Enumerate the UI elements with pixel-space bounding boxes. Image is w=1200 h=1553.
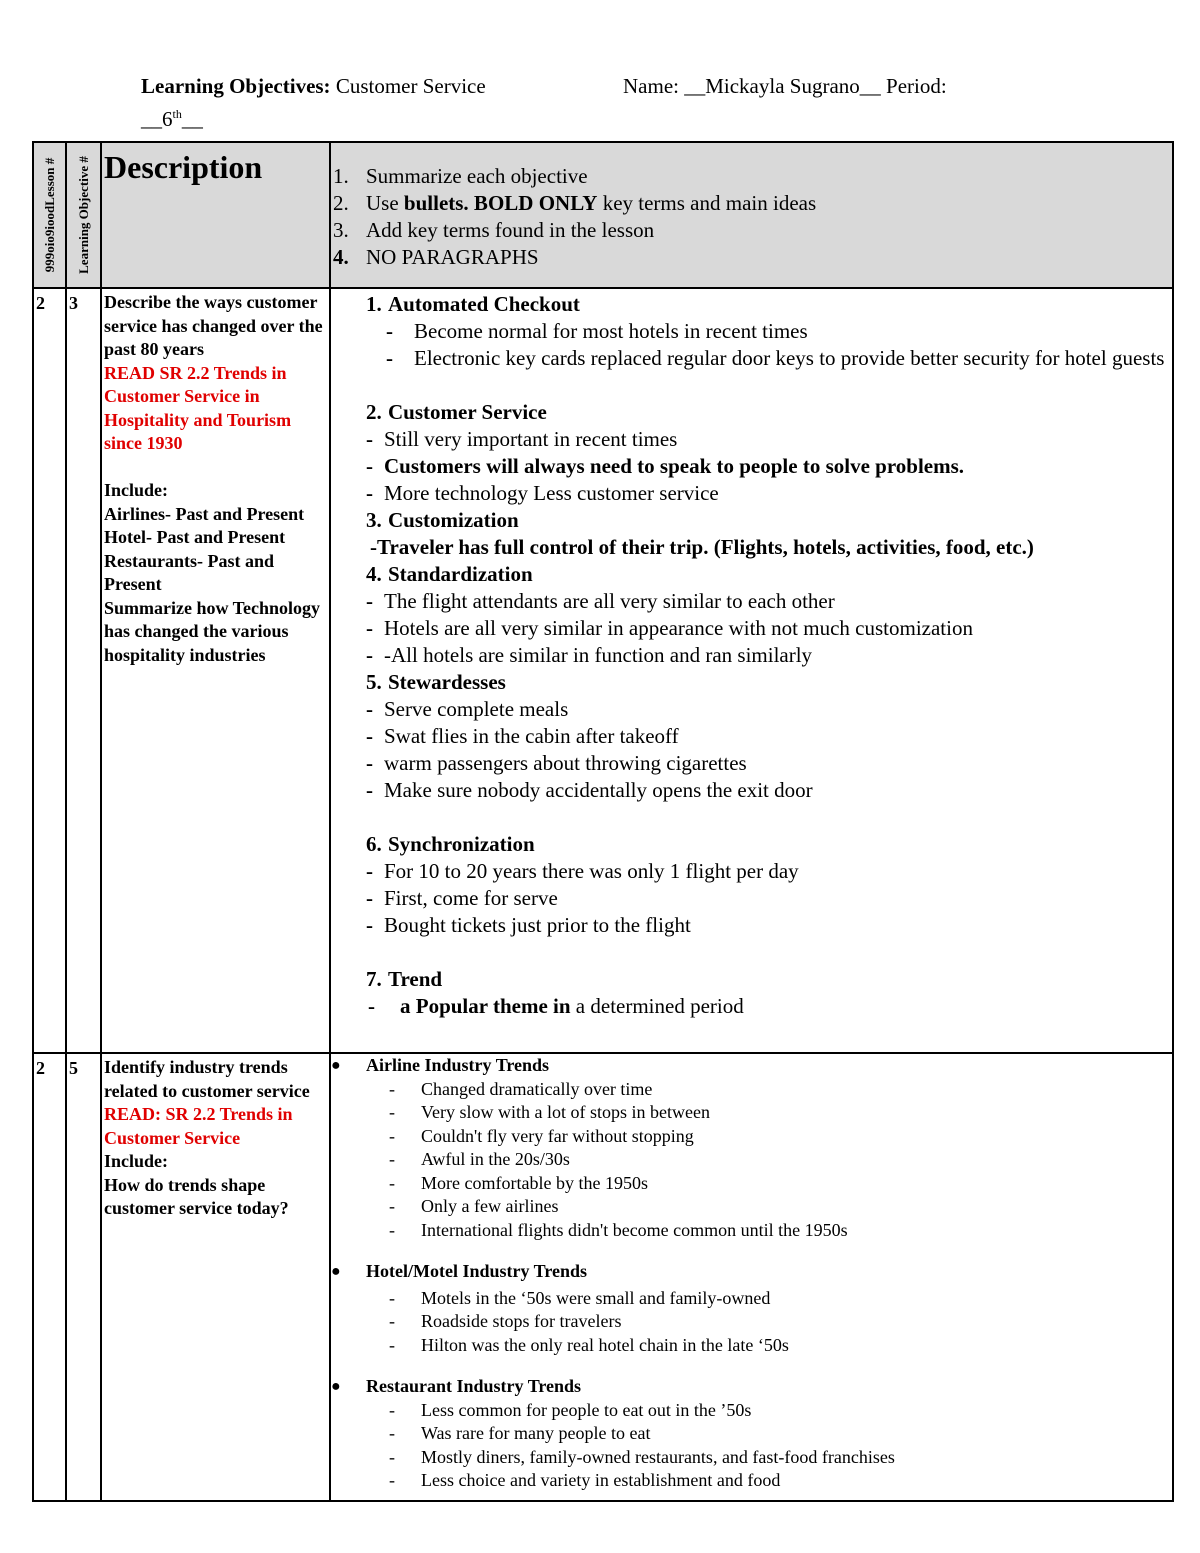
note-text: Customers will always need to speak to people to solve problems. [384,454,965,478]
section-title [366,507,1172,534]
table-row [33,1053,1173,1501]
note-item: - Electronic key cards replaced regular door keys to provide better security for hotel guests [386,346,1165,370]
objective-header: Learning Objective # [75,156,91,274]
instruction-num: 1. [333,164,349,188]
note-item: - Make sure nobody accidentally opens the exit door [366,778,813,802]
objective-description-cell [101,288,330,1053]
note-item: - Serve complete meals [366,697,569,721]
objective-number: 5 [66,1053,101,1501]
trend-section-title [331,1054,1172,1078]
section-num: 4. [366,562,382,586]
note-text: More technology Less customer service [384,481,719,505]
objective-text: Identify industry trends related to customer service [104,1057,310,1101]
header-subject: Customer Service [330,74,486,98]
include-item: Airlines- Past and Present [104,503,305,524]
note-item: - Customers will always need to speak to people to solve problems. [366,454,965,478]
trend-item: - Less common for people to eat out in the ’50s [389,1399,752,1420]
objective-header-cell [66,142,101,288]
section-title [366,561,1172,588]
note-text: Electronic key cards replaced regular door keys to provide better security for hotel guests [414,346,1165,370]
section-num: 5. [366,670,382,694]
include-item: Hotel- Past and Present [104,527,286,547]
bullet-icon: ● [331,1057,341,1074]
note-text: a determined period [570,994,744,1018]
section-num: 6. [366,832,382,856]
instruction-num: 2. [333,191,349,215]
bullet-icon: ● [331,1263,341,1280]
note-text: warm passengers about throwing cigarettes [384,751,747,775]
trends-cell [330,1053,1173,1501]
trend-text: Less common for people to eat out in the ’50s [421,1399,752,1420]
trend-item: - Was rare for many people to eat [389,1423,651,1443]
instruction-text: Summarize each objective [366,164,588,188]
trend-item: - Hilton was the only real hotel chain in the late ‘50s [389,1334,789,1355]
trend-text: Mostly diners, family-owned restaurants, and fast-food franchises [421,1446,895,1467]
note-item: - a Popular theme in a determined period [368,994,744,1018]
note-item: - Bought tickets just prior to the flight [366,913,691,937]
trend-item: - International flights didn't become common until the 1950s [389,1219,848,1240]
table-row [33,288,1173,1053]
instruction-item [331,244,1172,271]
include-item: Restaurants- Past and Present [104,550,275,594]
instruction-text: Add key terms found in the lesson [366,218,655,242]
instruction-num: 4. [333,245,349,269]
objective-number: 3 [66,288,101,1053]
section-title-text: Trend [388,967,443,991]
note-text: Still very important in recent times [384,427,678,451]
trend-section-title [331,1375,1172,1399]
note-text: First, come for serve [384,886,558,910]
trend-title-text: Restaurant Industry Trends [366,1376,582,1396]
instructions-list [331,163,1172,271]
note-item: - warm passengers about throwing cigarettes [366,751,747,775]
instructions-cell [330,142,1173,288]
trend-title-text: Hotel/Motel Industry Trends [366,1261,588,1281]
trend-title-text: Airline Industry Trends [366,1055,550,1075]
section-num: 7. [366,967,382,991]
note-text: -All hotels are similar in function and ran similarly [384,643,813,667]
bullet-icon: ● [331,1378,341,1395]
trend-text: International flights didn't become common until the 1950s [421,1219,848,1240]
trend-text: Hilton was the only real hotel chain in the late ‘50s [421,1334,789,1355]
trend-text: Couldn't fly very far without stopping [421,1125,694,1146]
note-item: - The flight attendants are all very similar to each other [366,589,835,613]
section-title [366,831,1172,858]
section-title-text: Customer Service [388,400,547,424]
trend-text: Awful in the 20s/30s [421,1149,570,1169]
trend-text: More comfortable by the 1950s [421,1172,648,1193]
instruction-text: key terms and main ideas [597,191,817,215]
section-title-text: Stewardesses [388,670,506,694]
note-item: - Still very important in recent times [366,427,678,451]
note-text: For 10 to 20 years there was only 1 flight per day [384,859,799,883]
include-label: Include: [104,1151,169,1171]
lesson-header-cell [33,142,66,288]
trend-item: - Less choice and variety in establishment and food [389,1470,781,1490]
period-post: __ [181,107,203,131]
table-header-row [33,142,1173,288]
note-item: - Hotels are all very similar in appearance with not much customization [366,616,973,640]
trend-item: - Couldn't fly very far without stopping [389,1125,694,1146]
trend-item: - More comfortable by the 1950s [389,1172,648,1193]
objective-description-cell [101,1053,330,1501]
trend-text: Motels in the ‘50s were small and family-owned [421,1287,771,1308]
note-text: Make sure nobody accidentally opens the exit door [384,778,813,802]
trend-item: - Changed dramatically over time [389,1078,653,1099]
page-header [141,72,1141,131]
section-title-text: Synchronization [388,832,535,856]
instruction-text: NO PARAGRAPHS [366,245,539,269]
trend-text: Less choice and variety in establishment and food [421,1470,781,1490]
reading-assignment: READ SR 2.2 Trends in Customer Service in Hospitality and Tourism since 1930 [104,362,292,453]
trend-item: - Very slow with a lot of stops in between [389,1102,710,1122]
note-item: - -All hotels are similar in function and ran similarly [366,643,813,667]
note-item: - First, come for serve [366,886,558,910]
trend-text: Changed dramatically over time [421,1078,653,1099]
trend-text: Was rare for many people to eat [421,1423,651,1443]
period-pre: __6 [141,107,173,131]
objective-text: Describe the ways customer service has changed over the past 80 years [104,292,323,359]
note-text: Serve complete meals [384,697,569,721]
trend-section-title [331,1260,1172,1284]
period-line [141,100,203,133]
section-num: 2. [366,400,382,424]
trend-item: - Roadside stops for travelers [389,1311,622,1331]
notes-cell [330,288,1173,1053]
reading-assignment: READ: SR 2.2 Trends in Customer Service [104,1104,293,1148]
trend-item: - Motels in the ‘50s were small and family-owned [389,1287,771,1308]
lesson-number: 2 [33,1053,66,1501]
instruction-text: Use [366,191,404,215]
trend-item: - Mostly diners, family-owned restaurants, and fast-food franchises [389,1446,895,1467]
instruction-item [331,163,1172,190]
description-header-cell [101,142,330,288]
section-title [366,966,1172,993]
trend-text: Very slow with a lot of stops in between [421,1102,710,1122]
name-line: Name: __Mickayla Sugrano__ Period: [623,74,947,98]
trend-text: Only a few airlines [421,1196,559,1216]
section-title-text: Customization [388,508,519,532]
lesson-header: 999oio9ioodLesson # [41,157,57,273]
note-item: - Become normal for most hotels in recent times [386,319,808,343]
note-item: - More technology Less customer service [366,481,719,505]
period-sup: th [172,107,182,121]
note-text: Bought tickets just prior to the flight [384,913,691,937]
note-bold: a Popular theme in [400,994,571,1018]
instruction-bold: bullets. BOLD ONLY [403,191,598,215]
trend-item: - Only a few airlines [389,1196,559,1216]
section-num: 3. [366,508,382,532]
description-title: Description [104,149,263,185]
note-text: The flight attendants are all very similar to each other [384,589,835,613]
note-text: Become normal for most hotels in recent times [414,319,808,343]
trend-text: Roadside stops for travelers [421,1311,622,1331]
note-text: Hotels are all very similar in appearance with not much customization [384,616,973,640]
instruction-item [331,190,1172,217]
section-title [366,399,1172,426]
lesson-number: 2 [33,288,66,1053]
include-label: Include: [104,480,169,500]
instruction-num: 3. [333,218,349,242]
note-item: - Swat flies in the cabin after takeoff [366,724,679,748]
include-item: Summarize how Technology has changed the various hospitality industries [104,597,321,665]
section-title-text: Automated Checkout [388,292,580,316]
section-title [366,669,1172,696]
objectives-table [32,141,1174,1502]
trend-item: - Awful in the 20s/30s [389,1149,570,1169]
note-item: -Traveler has full control of their trip. (Flights, hotels, activities, food, etc.) [370,535,1034,559]
instruction-item [331,217,1172,244]
section-num: 1. [366,292,382,316]
note-text: Swat flies in the cabin after takeoff [384,724,679,748]
section-title [366,291,1172,318]
note-item: - For 10 to 20 years there was only 1 flight per day [366,859,799,883]
include-question: How do trends shape customer service today? [104,1174,289,1218]
section-title-text: Standardization [388,562,533,586]
header-label: Learning Objectives: [141,74,331,98]
